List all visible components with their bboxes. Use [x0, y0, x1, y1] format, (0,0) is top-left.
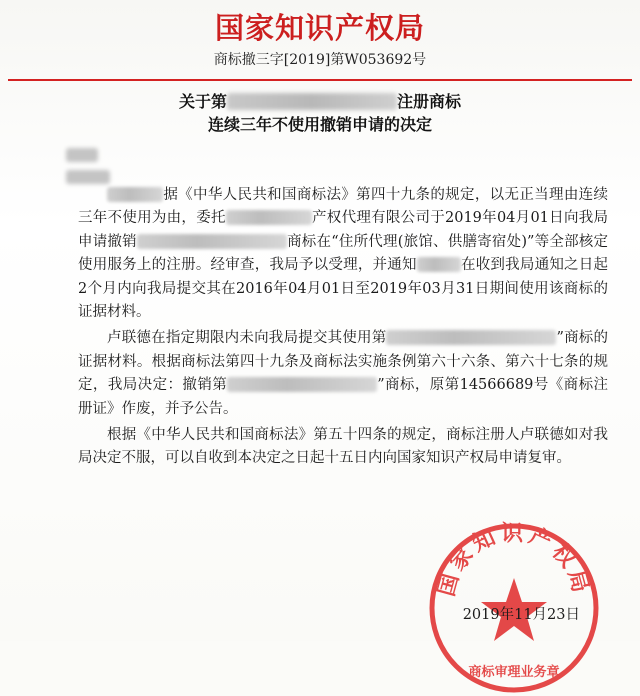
redacted-mark-number	[137, 234, 287, 249]
redacted-recipient-line2	[66, 170, 110, 184]
redacted-revoked-mark	[227, 377, 377, 392]
decision-date: 2019年11月23日	[462, 607, 580, 623]
decision-title-suffix: 注册商标	[397, 92, 462, 111]
redacted-mark-name	[386, 330, 556, 345]
paragraph-2-text-b: ”商标的证据材料。根据商标法第四十九条及商标法实施条例第六十六条、第六十七条的规定，我局决定：撤销第	[78, 330, 608, 394]
paragraph-2	[78, 327, 608, 421]
decision-title	[0, 90, 640, 136]
paragraph-3: 根据《中华人民共和国商标法》第五十四条的规定，商标注册人卢联德如对我局决定不服，可以自收到本决定之日起十五日内向国家知识产权局申请复审。	[78, 427, 608, 467]
paragraph-1	[78, 184, 608, 324]
redacted-registrant	[417, 257, 461, 272]
decision-title-prefix: 关于第	[178, 92, 227, 111]
paragraph-1-text-a: 据《中华人民共和国商标法》第四十九条的规定，以无正当理由连续三年不使用为由，委托	[78, 187, 608, 227]
document-number: 商标撤三字[2019]第W053692号	[213, 52, 427, 68]
paragraph-2-text-c: ”商标，原第14566689号《商标注册证》作废，并予公告。	[78, 377, 609, 417]
paragraph-1-text-d: 在收到我局通知之日起2个月内向我局提交其在2016年04月01日至2019年03月31日期间使用该商标的证据材料。	[78, 257, 609, 321]
decision-title-line1	[0, 90, 640, 113]
decision-title-line2: 连续三年不使用撤销申请的决定	[207, 115, 432, 134]
red-header-rule	[8, 79, 632, 81]
paragraph-2-text-a: 卢联德在指定期限内未向我局提交其使用第	[107, 330, 387, 347]
seal-sub-text: 商标审理业务章	[468, 665, 560, 680]
seal-arc-text: 国家知识产权局	[433, 520, 595, 600]
paragraph-1-text-b: 产权代理有限公司于2019年04月01日向我局申请撤销	[78, 210, 608, 250]
redacted-trademark-number	[227, 93, 397, 110]
redacted-agency	[226, 210, 312, 225]
redacted-applicant	[107, 187, 163, 202]
decision-body	[78, 184, 608, 474]
redacted-recipient-name	[66, 148, 98, 162]
issuing-authority-title: 国家知识产权局	[214, 11, 425, 45]
paragraph-1-text-c: 商标在“住所代理(旅馆、供膳寄宿处)”等全部核定使用服务上的注册。经审查，我局予以受理，并通知	[78, 233, 609, 274]
